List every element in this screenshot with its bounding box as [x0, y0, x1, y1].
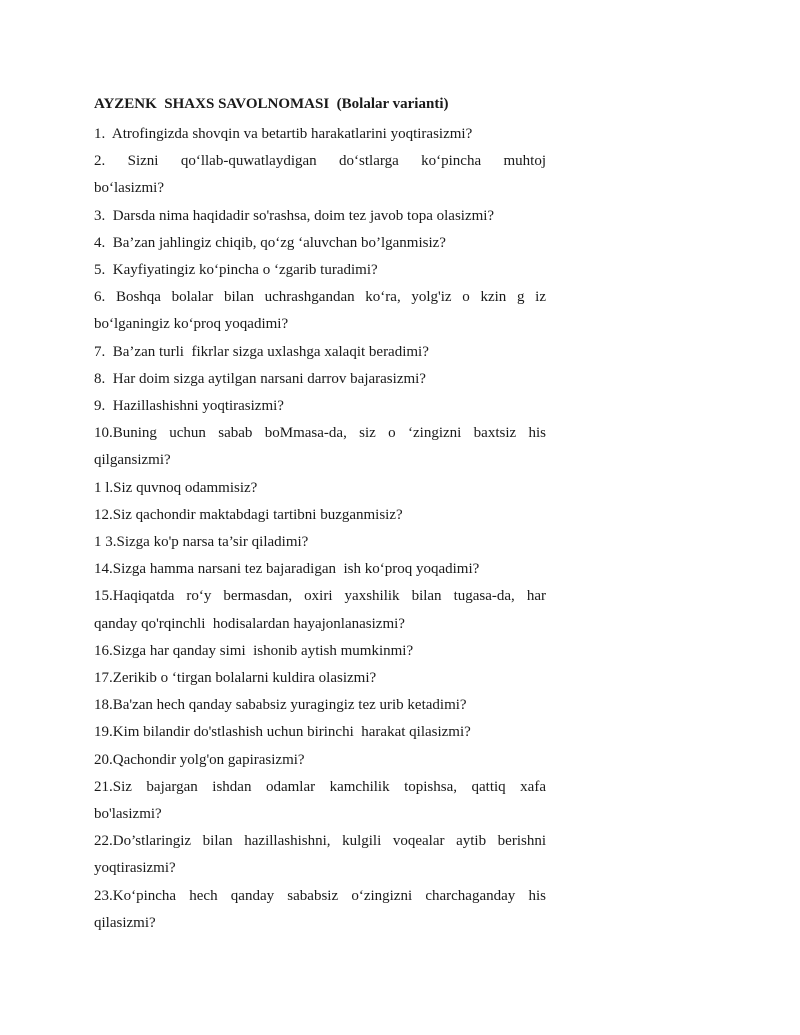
document-title: AYZENK SHAXS SAVOLNOMASI (Bolalar varianti): [94, 96, 449, 112]
question-line: bo‘lasizmi?: [94, 180, 164, 197]
question-line: 14.Sizga hamma narsani tez bajaradigan ish ko‘proq yoqadimi?: [94, 561, 480, 578]
question-line: 7. Ba’zan turli fikrlar sizga uxlashga xalaqit beradimi?: [94, 343, 429, 360]
question-line: 23.Ko‘pincha hech qanday sababsiz o‘zingizni charchaganday his: [94, 887, 546, 904]
question-line: 1 3.Sizga ko'p narsa ta’sir qiladimi?: [94, 534, 309, 551]
question-line: qanday qo'rqinchli hodisalardan hayajonlanasizmi?: [94, 615, 405, 632]
question-line: qilgansizmi?: [94, 452, 171, 469]
question-line: 9. Hazillashishni yoqtirasizmi?: [94, 398, 284, 415]
question-line: 1. Atrofingizda shovqin va betartib harakatlarini yoqtirasizmi?: [94, 126, 473, 142]
question-line: 6. Boshqa bolalar bilan uchrashgandan ko‘ra, yolg'iz o kzin g iz: [94, 289, 546, 306]
question-line: 12.Siz qachondir maktabdagi tartibni buzganmisiz?: [94, 506, 403, 523]
question-list: [94, 121, 546, 937]
question-line: 1 l.Siz quvnoq odammisiz?: [94, 479, 258, 496]
question-line: 16.Sizga har qanday simi ishonib aytish mumkinmi?: [94, 642, 414, 659]
question-line: 10.Buning uchun sabab boMmasa-da, siz o ‘zingizni baxtsiz his: [94, 425, 546, 442]
document-body: [94, 94, 546, 937]
question-line: 5. Kayfiyatingiz ko‘pincha o ‘zgarib turadimi?: [94, 262, 378, 279]
question-line: 17.Zerikib o ‘tirgan bolalarni kuldira olasizmi?: [94, 670, 377, 687]
question-line: yoqtirasizmi?: [94, 860, 176, 877]
question-line: bo'lasizmi?: [94, 806, 162, 823]
question-line: 19.Kim bilandir do'stlashish uchun birinchi harakat qilasizmi?: [94, 724, 471, 741]
question-line: qilasizmi?: [94, 914, 156, 931]
question-line: 3. Darsda nima haqidadir so'rashsa, doim tez javob topa olasizmi?: [94, 207, 495, 224]
question-line: bo‘lganingiz ko‘proq yoqadimi?: [94, 316, 289, 333]
question-line: 4. Ba’zan jahlingiz chiqib, qo‘zg ‘aluvchan bo’lganmisiz?: [94, 234, 446, 251]
question-line: 2. Sizni qo‘llab-quwatlaydigan do‘stlarga ko‘pincha muhtoj: [94, 153, 546, 170]
question-line: 8. Har doim sizga aytilgan narsani darrov bajarasizmi?: [94, 370, 426, 387]
question-line: 22.Do’stlaringiz bilan hazillashishni, kulgili voqealar aytib berishni: [94, 833, 546, 850]
question-line: 18.Ba'zan hech qanday sababsiz yuragingiz tez urib ketadimi?: [94, 697, 467, 714]
question-line: 15.Haqiqatda ro‘y bermasdan, oxiri yaxshilik bilan tugasa-da, har: [94, 588, 546, 605]
question-line: 21.Siz bajargan ishdan odamlar kamchilik topishsa, qattiq xafa: [94, 778, 546, 795]
question-line: 20.Qachondir yolg'on gapirasizmi?: [94, 751, 305, 768]
